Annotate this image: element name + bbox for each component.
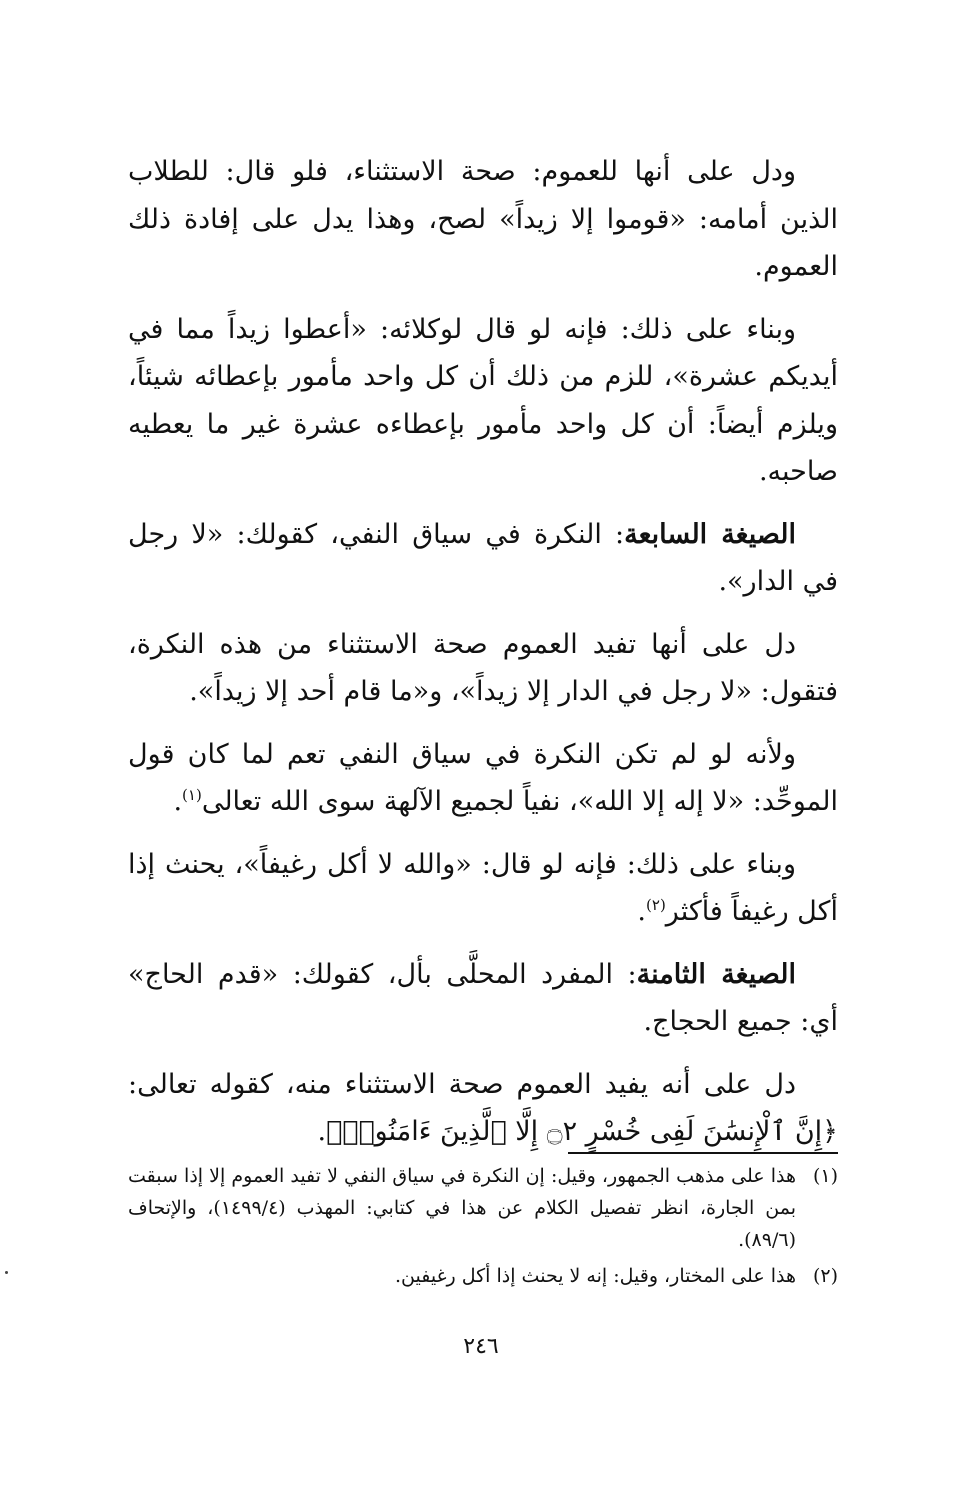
footnote-number: (١): [812, 1165, 838, 1187]
paragraph-text: : المفرد المحلَّى بأل، كقولك: «قدم الحاج» أي: جميع الحجاج.: [128, 958, 838, 1037]
paragraph-text: وبناء على ذلك: فإنه لو قال: «والله لا أكل رغيفاً»، يحنث إذا أكل رغيفاً فأكثر: [128, 848, 838, 927]
form-heading-seventh: الصيغة السابعة: [624, 518, 796, 550]
paragraph-end: .: [173, 786, 183, 817]
footnote-2: [128, 1260, 838, 1292]
footnote-ref-1[interactable]: (١): [182, 786, 202, 804]
paragraph-text: : النكرة في سياق النفي، كقولك: «لا رجل في الدار».: [128, 518, 838, 597]
paragraph-3: [128, 511, 838, 606]
paragraph-5: [128, 731, 838, 826]
paragraph-text: ودل على أنها للعموم: صحة الاستثناء، فلو قال: للطلاب الذين أمامه: «قوموا إلا زيداً» لصح، وهذا يدل على إفادة ذلك العموم.: [128, 156, 838, 282]
paragraph-text: ولأنه لو لم تكن النكرة في سياق النفي تعم لما كان قول الموحِّد: «لا إله إلا الله»، نفياً لجميع الآلهة سوى الله تعالى: [128, 738, 838, 817]
footnote-1: [128, 1160, 838, 1256]
paragraph-6: [128, 841, 838, 936]
paragraph-4: [128, 621, 838, 716]
paragraph-8: [128, 1061, 838, 1156]
paragraph-2: [128, 306, 838, 496]
scan-speck: [5, 1271, 8, 1274]
footnotes: [128, 1160, 838, 1296]
paragraph-text: وبناء على ذلك: فإنه لو قال لوكلائه: «أعطوا زيداً مما في أيديكم عشرة»، للزم من ذلك أن كل واحد مأمور بإعطائه شيئاً، ويلزم أيضاً: أن كل واحد مأمور بإعطاءه عشرة غير ما يعطيه صاحبه.: [128, 313, 838, 487]
footnote-divider: [568, 1152, 838, 1154]
footnote-text: هذا على المختار، وقيل: إنه لا يحنث إذا أكل رغيفين.: [395, 1265, 796, 1287]
paragraph-text: دل على أنه يفيد العموم صحة الاستثناء منه، كقوله تعالى: ﴿إِنَّ ٱلْإِنسَٰنَ لَفِى خُسْرٍ ۝٢ إِلَّا ٱلَّذِينَ ءَامَنُوا۟﴾.: [128, 1068, 838, 1147]
main-text: [128, 148, 838, 1171]
paragraph-7: [128, 951, 838, 1046]
footnote-text: هذا على مذهب الجمهور، وقيل: إن النكرة في سياق النفي لا تفيد العموم إلا إذا سبقت بمن الجارة، انظر تفصيل الكلام عن هذا في كتابي: المهذب (١٤٩٩/٤)، والإتحاف (٨٩/٦).: [128, 1165, 796, 1251]
paragraph-text: دل على أنها تفيد العموم صحة الاستثناء من هذه النكرة، فتقول: «لا رجل في الدار إلا زيداً»، و«ما قام أحد إلا زيداً».: [128, 628, 838, 707]
page-number: ٢٤٦: [463, 1334, 499, 1359]
paragraph-end: .: [637, 896, 647, 927]
form-heading-eighth: الصيغة الثامنة: [636, 958, 796, 990]
footnote-ref-2[interactable]: (٢): [646, 896, 666, 914]
paragraph-1: [128, 148, 838, 291]
footnote-number: (٢): [812, 1265, 838, 1287]
